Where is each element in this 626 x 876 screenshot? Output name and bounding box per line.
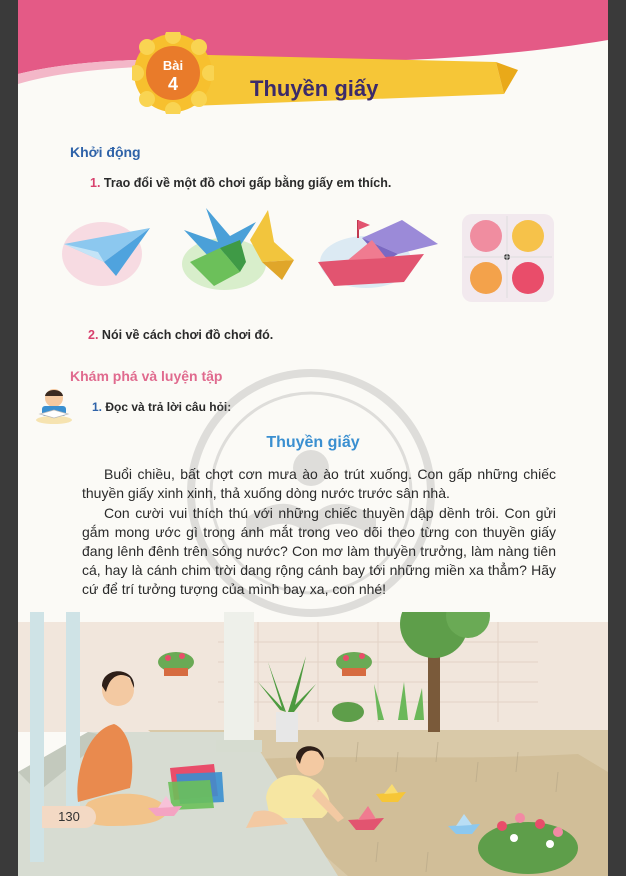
question-text: Đọc và trả lời câu hỏi: <box>105 400 232 414</box>
paper-plane-icon <box>58 210 158 290</box>
warmup-question-1 <box>90 176 391 190</box>
warmup-question-2 <box>88 328 273 342</box>
reading-paragraph-2: Con cười vui thích thú với những chiếc thuyền dập dềnh trôi. Con gửi gắm mong ước gì trong ánh mắt trong veo dõi theo từng con thuyền giấy đang lênh đênh trên sóng nước? Con mơ làm thuyền trưởng, làm nàng tiên cá, hay là cánh chim trời dang rộng cánh bay tới những miền xa thẳm? Hãy cứ để trí tưởng tượng của mình bay xa, con nhé! <box>82 505 556 597</box>
fortune-teller-icon <box>458 212 558 304</box>
paper-boats-icon <box>314 210 444 296</box>
paper-cranes-icon <box>170 200 300 292</box>
warmup-heading: Khởi động <box>70 144 141 160</box>
textbook-page <box>18 0 608 876</box>
reading-paragraph-1: Buổi chiều, bất chợt cơn mưa ào ào trút xuống. Con gấp những chiếc thuyền giấy xinh xinh, thả xuống dòng nước trước sân nhà. <box>82 466 556 501</box>
lesson-title: Thuyền giấy <box>250 76 379 101</box>
question-number: 1. <box>90 176 101 190</box>
lesson-number: 4 <box>167 74 178 94</box>
question-number: 1. <box>92 400 103 414</box>
reading-child-icon <box>34 386 74 424</box>
lesson-label: Bài <box>162 58 184 73</box>
reading-title: Thuyền giấy <box>266 434 360 451</box>
sun-badge-icon <box>132 32 214 114</box>
rainy-yard-illustration <box>18 612 608 876</box>
explore-heading: Khám phá và luyện tập <box>70 368 223 384</box>
lesson-banner <box>18 0 608 120</box>
page-number: 130 <box>42 806 96 828</box>
question-number: 2. <box>88 328 99 342</box>
question-text: Trao đổi về một đồ chơi gấp bằng giấy em thích. <box>103 176 392 190</box>
question-text: Nói về cách chơi đồ chơi đó. <box>101 328 274 342</box>
